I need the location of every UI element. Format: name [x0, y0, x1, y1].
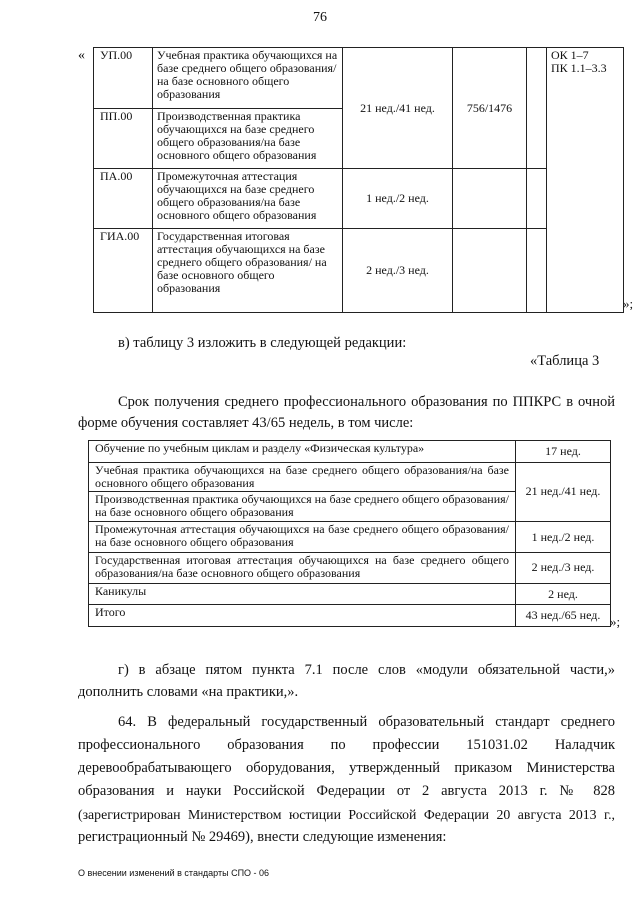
competency-pk: ПК 1.1–3.3 — [551, 61, 607, 75]
footer-note: О внесении изменений в стандарты СПО - 06 — [78, 868, 270, 878]
table3-close-quote: »; — [610, 614, 621, 629]
table-cell-empty — [527, 169, 547, 229]
table-cell-label: Государственная итоговая аттестация обучающихся на базе среднего общего образования/на базе основного общего образования — [89, 553, 516, 584]
paragraph-64-line: 64. В федеральный государственный образовательный стандарт среднего — [118, 714, 615, 730]
table-cell-description: Учебная практика обучающихся на базе среднего общего образования/на базе основного общего образования — [153, 48, 343, 109]
table-cell-label: Производственная практика обучающихся на базе среднего общего образования/на базе основного общего образования — [89, 492, 516, 522]
intro-line-2: форме обучения составляет 43/65 недель, в том числе: — [78, 415, 414, 431]
paragraph-64-line: профессионального образования по профессии 151031.02 Наладчик — [78, 737, 615, 753]
table-cell-hours: 756/1476 — [453, 48, 527, 169]
paragraph-64-line: деревообрабатывающего оборудования, утвержденный приказом Министерства — [78, 760, 615, 776]
page-number: 76 — [313, 10, 327, 25]
paragraph-64-line: образования и науки Российской Федерации от 2 августа 2013 г. № 828 — [78, 783, 615, 799]
table-cell-empty — [453, 169, 527, 229]
table3-label: «Таблица 3 — [530, 353, 600, 369]
table1-open-quote: « — [78, 48, 85, 63]
table-cell-code: ПА.00 — [94, 169, 153, 229]
table-cell-code: ПП.00 — [94, 109, 153, 169]
table-cell-empty — [527, 48, 547, 169]
table-cell-empty — [453, 229, 527, 313]
curriculum-table — [93, 47, 624, 313]
table-cell-value: 21 нед./41 нед. — [516, 462, 611, 522]
table-cell-weeks: 21 нед./41 нед. — [343, 48, 453, 169]
paragraph-g-line-1: г) в абзаце пятом пункта 7.1 после слов «модули обязательной части,» — [118, 662, 615, 678]
paragraph-64-line: регистрационный № 29469), внести следующие изменения: — [78, 829, 447, 845]
table-cell-value: 43 нед./65 нед. — [516, 605, 611, 627]
table-cell-empty — [527, 229, 547, 313]
table-cell-label: Каникулы — [89, 583, 516, 605]
table-cell-label: Учебная практика обучающихся на базе среднего общего образования/на базе основного общего образования — [89, 462, 516, 492]
table-cell-label: Промежуточная аттестация обучающихся на базе среднего общего образования/на базе основного общего образования — [89, 522, 516, 553]
table-cell-description: Государственная итоговая аттестация обучающихся на базе среднего общего образования/ на базе основного общего образования — [153, 229, 343, 313]
table-cell-weeks: 2 нед./3 нед. — [343, 229, 453, 313]
competency-ok: ОК 1–7 — [551, 48, 589, 62]
table-cell-weeks: 1 нед./2 нед. — [343, 169, 453, 229]
duration-table — [88, 440, 611, 627]
table-cell-value: 17 нед. — [516, 441, 611, 463]
table-cell-label: Обучение по учебным циклам и разделу «Физическая культура» — [89, 441, 516, 463]
table-cell-value: 2 нед./3 нед. — [516, 553, 611, 584]
paragraph-64-line: (зарегистрирован Министерством юстиции Российской Федерации 20 августа 2013 г., — [78, 807, 615, 822]
intro-line-1: Срок получения среднего профессионального образования по ППКРС в очной — [118, 394, 615, 410]
table-cell-description: Производственная практика обучающихся на базе среднего общего образования/на базе основного общего образования — [153, 109, 343, 169]
table-cell-value: 1 нед./2 нед. — [516, 522, 611, 553]
table-cell-description: Промежуточная аттестация обучающихся на базе среднего общего образования/на базе основного общего образования — [153, 169, 343, 229]
table-cell-competencies — [547, 48, 624, 313]
table-cell-code: УП.00 — [94, 48, 153, 109]
paragraph-v: в) таблицу 3 изложить в следующей редакции: — [118, 335, 407, 351]
table1-close-quote: »; — [623, 296, 634, 311]
table-cell-value: 2 нед. — [516, 583, 611, 605]
paragraph-g-line-2: дополнить словами «на практики,». — [78, 684, 299, 700]
table-cell-label: Итого — [89, 605, 516, 627]
table-cell-code: ГИА.00 — [94, 229, 153, 313]
